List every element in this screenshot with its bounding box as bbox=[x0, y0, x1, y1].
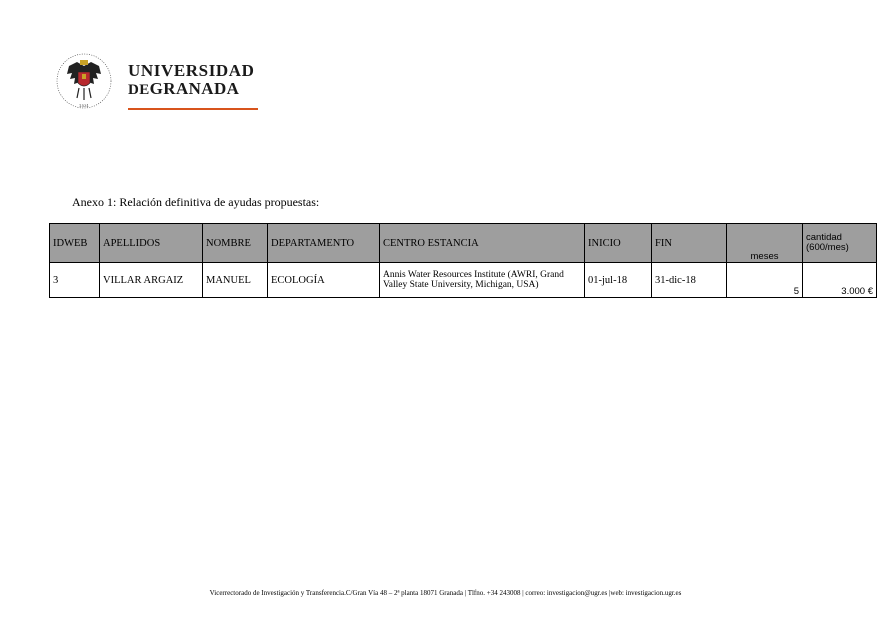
cell-idweb: 3 bbox=[50, 263, 100, 298]
cell-cantidad: 3.000 € bbox=[803, 263, 877, 298]
wordmark bbox=[128, 62, 255, 99]
col-apellidos: APELLIDOS bbox=[100, 224, 203, 263]
wordmark-granada: GRANADA bbox=[149, 79, 240, 98]
svg-text:1531: 1531 bbox=[78, 103, 90, 108]
col-departamento: DEPARTAMENTO bbox=[268, 224, 380, 263]
table-header-row bbox=[50, 224, 877, 263]
cell-inicio: 01-jul-18 bbox=[585, 263, 652, 298]
logo-accent-rule bbox=[128, 108, 258, 110]
col-meses: meses bbox=[727, 224, 803, 263]
cell-fin: 31-dic-18 bbox=[652, 263, 727, 298]
page-footer: Vicerrectorado de Investigación y Transferencia.C/Gran Vía 48 – 2ª planta 18071 Granada | Tlfno. +34 243008 | correo: investigacion@ugr.es |web: investigacion.ugr.es bbox=[209, 589, 682, 597]
annex-title: Anexo 1: Relación definitiva de ayudas propuestas: bbox=[72, 195, 320, 209]
wordmark-line1: UNIVERSIDAD bbox=[128, 61, 255, 80]
table-row bbox=[50, 263, 877, 298]
wordmark-line2 bbox=[128, 80, 255, 99]
university-logo bbox=[55, 52, 260, 112]
col-idweb: IDWEB bbox=[50, 224, 100, 263]
awards-table bbox=[49, 223, 877, 298]
col-fin: FIN bbox=[652, 224, 727, 263]
col-nombre: NOMBRE bbox=[203, 224, 268, 263]
cell-meses: 5 bbox=[727, 263, 803, 298]
col-centro-estancia: CENTRO ESTANCIA bbox=[380, 224, 585, 263]
col-cantidad: cantidad (600/mes) bbox=[803, 224, 877, 263]
cell-departamento: ECOLOGÍA bbox=[268, 263, 380, 298]
cell-centro-estancia: Annis Water Resources Institute (AWRI, Grand Valley State University, Michigan, USA) bbox=[380, 263, 585, 298]
cell-nombre: MANUEL bbox=[203, 263, 268, 298]
university-crest-icon bbox=[55, 52, 115, 110]
col-inicio: INICIO bbox=[585, 224, 652, 263]
cell-apellidos: VILLAR ARGAIZ bbox=[100, 263, 203, 298]
wordmark-de: DE bbox=[128, 82, 150, 98]
